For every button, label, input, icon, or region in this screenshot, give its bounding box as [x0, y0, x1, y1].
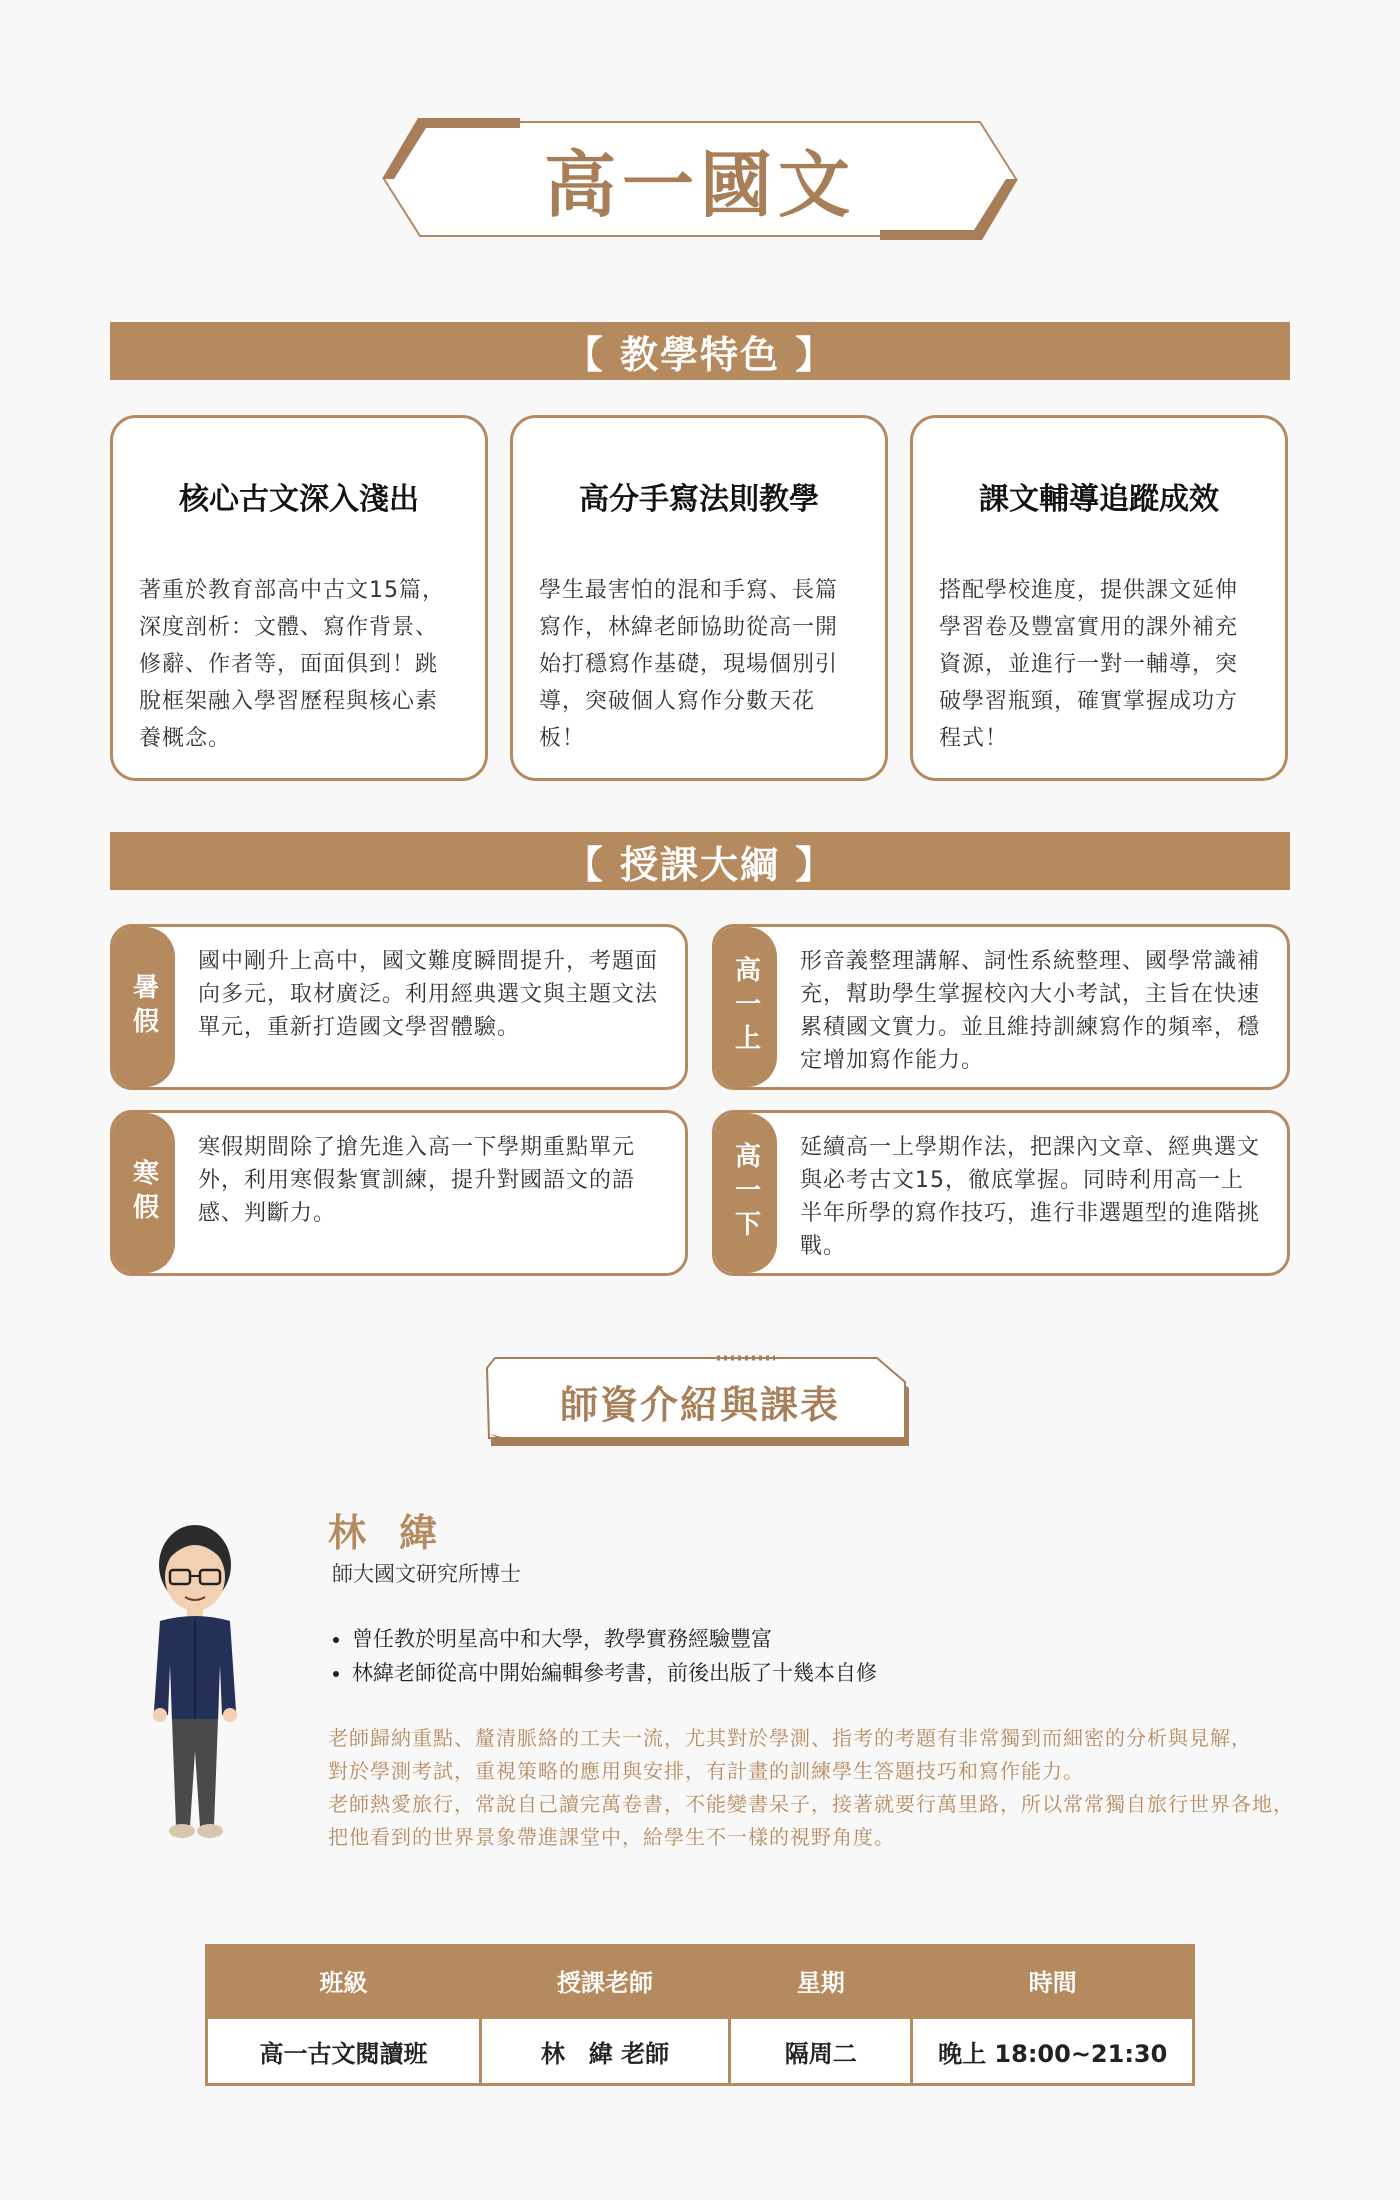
teacher-degree: 師大國文研究所博士 — [332, 1562, 521, 1586]
page-title: 高一國文 — [543, 143, 856, 227]
feature-card-body: 學生最害怕的混和手寫、長篇寫作，林緯老師協助從高一開始打穩寫作基礎，現場個別引導，突破個人寫作分數天花板！ — [539, 578, 839, 751]
list-item: • 林緯老師從高中開始編輯參考書，前後出版了十幾本自修 — [352, 1656, 877, 1690]
cell-weekday: 隔周二 — [730, 2018, 912, 2085]
teacher-description — [328, 1722, 1358, 1854]
feature-card-title: 高分手寫法則教學 — [579, 482, 819, 517]
header-teacher: 授課老師 — [480, 1944, 729, 2018]
teacher-banner — [485, 1348, 915, 1446]
header-weekday: 星期 — [730, 1944, 912, 2018]
feature-card-title: 核心古文深入淺出 — [179, 482, 419, 517]
outline-tab: 寒假 — [113, 1113, 175, 1273]
feature-card — [910, 415, 1288, 781]
outline-item-summer — [110, 924, 688, 1090]
outline-tab: 高一上 — [715, 927, 777, 1087]
feature-card-body: 著重於教育部高中古文15篇，深度剖析：文體、寫作背景、修辭、作者等，面面俱到！跳脫框架融入學習歷程與核心素養概念。 — [139, 578, 445, 751]
teacher-avatar — [140, 1515, 250, 1855]
table-row — [207, 2018, 1194, 2085]
table-header-row — [207, 1944, 1194, 2018]
outline-heading: 【 授課大綱 】 — [110, 832, 1290, 890]
outline-tab: 暑假 — [113, 927, 175, 1087]
cell-class: 高一古文閱讀班 — [207, 2018, 481, 2085]
outline-text: 寒假期間除了搶先進入高一下學期重點單元外，利用寒假紮實訓練，提升對國語文的語感、判斷力。 — [198, 1135, 636, 1226]
cell-teacher: 林 緯 老師 — [480, 2018, 729, 2085]
description-line: 老師熱愛旅行，常說自己讀完萬卷書，不能變書呆子，接著就要行萬里路，所以常常獨自旅行世界各地， — [328, 1792, 1294, 1816]
title-banner — [380, 118, 1020, 240]
feature-card-body: 搭配學校進度，提供課文延伸學習卷及豐富實用的課外補充資源，並進行一對一輔導，突破學習瓶頸，確實掌握成功方程式！ — [939, 578, 1239, 751]
outline-item-second-semester — [712, 1110, 1290, 1276]
teacher-banner-title: 師資介紹與課表 — [559, 1382, 840, 1427]
description-line: 對於學測考試，重視策略的應用與安排，有計畫的訓練學生答題技巧和寫作能力。 — [328, 1759, 1084, 1783]
teacher-bullets — [328, 1622, 877, 1690]
features-heading: 【 教學特色 】 — [110, 322, 1290, 380]
cell-time: 晚上 18:00~21:30 — [912, 2018, 1194, 2085]
description-line: 把他看到的世界景象帶進課堂中，給學生不一樣的視野角度。 — [328, 1825, 895, 1849]
teacher-name: 林 緯 — [328, 1511, 448, 1555]
outline-text: 形音義整理講解、詞性系統整理、國學常識補充，幫助學生掌握校內大小考試，主旨在快速累積國文實力。並且維持訓練寫作的頻率，穩定增加寫作能力。 — [800, 949, 1261, 1073]
feature-card — [110, 415, 488, 781]
outline-item-winter — [110, 1110, 688, 1276]
outline-text: 延續高一上學期作法，把課內文章、經典選文與必考古文15，徹底掌握。同時利用高一上半年所學的寫作技巧，進行非選題型的進階挑戰。 — [800, 1135, 1261, 1259]
outline-tab: 高一下 — [715, 1113, 777, 1273]
feature-card — [510, 415, 888, 781]
header-time: 時間 — [912, 1944, 1194, 2018]
list-item: • 曾任教於明星高中和大學，教學實務經驗豐富 — [352, 1622, 877, 1656]
feature-card-title: 課文輔導追蹤成效 — [979, 482, 1219, 517]
outline-text: 國中剛升上高中，國文難度瞬間提升，考題面向多元，取材廣泛。利用經典選文與主題文法單元，重新打造國文學習體驗。 — [198, 949, 659, 1040]
schedule-table — [205, 1944, 1195, 2086]
description-line: 老師歸納重點、釐清脈絡的工夫一流，尤其對於學測、指考的考題有非常獨到而細密的分析與見解， — [328, 1726, 1252, 1750]
header-class: 班級 — [207, 1944, 481, 2018]
outline-item-first-semester — [712, 924, 1290, 1090]
